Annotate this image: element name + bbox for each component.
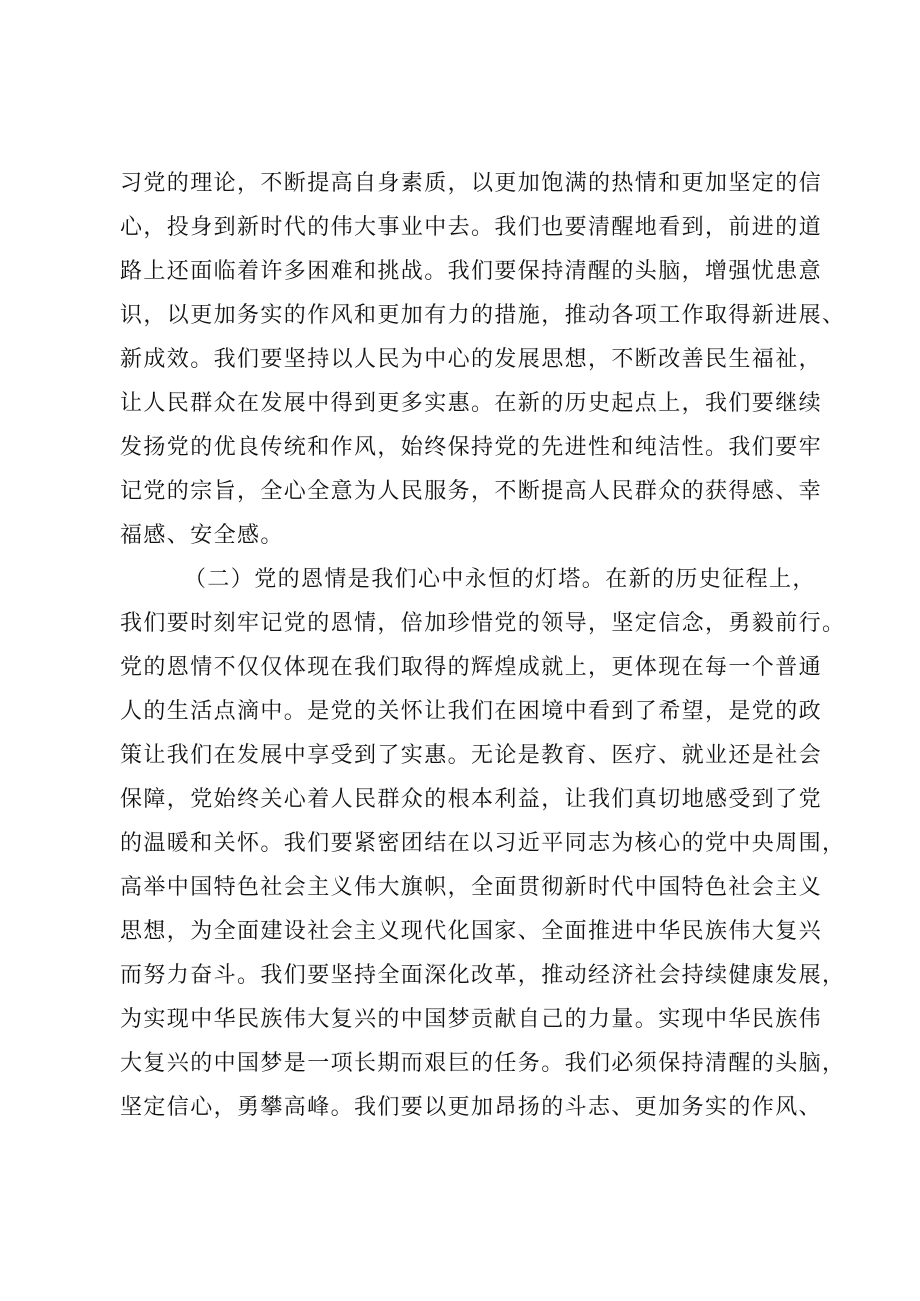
text-line: 的温暖和关怀。我们要紧密团结在以习近平同志为核心的党中央周围， bbox=[120, 831, 846, 856]
text-line: 记党的宗旨，全心全意为人民服务，不断提高人民群众的获得感、幸 bbox=[120, 479, 823, 504]
text-line: 而努力奋斗。我们要坚持全面深化改革，推动经济社会持续健康发展， bbox=[120, 963, 846, 988]
text-line: 思想，为全面建设社会主义现代化国家、全面推进中华民族伟大复兴 bbox=[120, 919, 823, 944]
text-line: 为实现中华民族伟大复兴的中国梦贡献自己的力量。实现中华民族伟 bbox=[120, 1007, 823, 1032]
text-line: 识，以更加务实的作风和更加有力的措施，推动各项工作取得新进展、 bbox=[120, 303, 846, 328]
text-line: 党的恩情不仅仅体现在我们取得的辉煌成就上，更体现在每一个普通 bbox=[120, 655, 823, 680]
text-line: 坚定信心，勇攀高峰。我们要以更加昂扬的斗志、更加务实的作风、 bbox=[120, 1095, 823, 1120]
text-line: 策让我们在发展中享受到了实惠。无论是教育、医疗、就业还是社会 bbox=[120, 743, 823, 768]
text-line: 大复兴的中国梦是一项长期而艰巨的任务。我们必须保持清醒的头脑， bbox=[120, 1051, 846, 1076]
text-line: 保障，党始终关心着人民群众的根本利益，让我们真切地感受到了党 bbox=[120, 787, 823, 812]
text-line: 新成效。我们要坚持以人民为中心的发展思想，不断改善民生福祉， bbox=[120, 347, 823, 372]
text-line: 心，投身到新时代的伟大事业中去。我们也要清醒地看到，前进的道 bbox=[120, 215, 823, 240]
text-line: 让人民群众在发展中得到更多实惠。在新的历史起点上，我们要继续 bbox=[120, 391, 823, 416]
text-line: 路上还面临着许多困难和挑战。我们要保持清醒的头脑，增强忧患意 bbox=[120, 259, 823, 284]
section-heading-line: （二）党的恩情是我们心中永恒的灯塔。在新的历史征程上， bbox=[184, 567, 816, 592]
text-line: 我们要时刻牢记党的恩情，倍加珍惜党的领导，坚定信念，勇毅前行。 bbox=[120, 611, 846, 636]
text-line-paragraph-end: 福感、安全感。 bbox=[120, 523, 284, 548]
text-line: 高举中国特色社会主义伟大旗帜，全面贯彻新时代中国特色社会主义 bbox=[120, 875, 823, 900]
text-line: 习党的理论，不断提高自身素质，以更加饱满的热情和更加坚定的信 bbox=[120, 171, 823, 196]
text-line: 人的生活点滴中。是党的关怀让我们在困境中看到了希望，是党的政 bbox=[120, 699, 823, 724]
text-line: 发扬党的优良传统和作风，始终保持党的先进性和纯洁性。我们要牢 bbox=[120, 435, 823, 460]
